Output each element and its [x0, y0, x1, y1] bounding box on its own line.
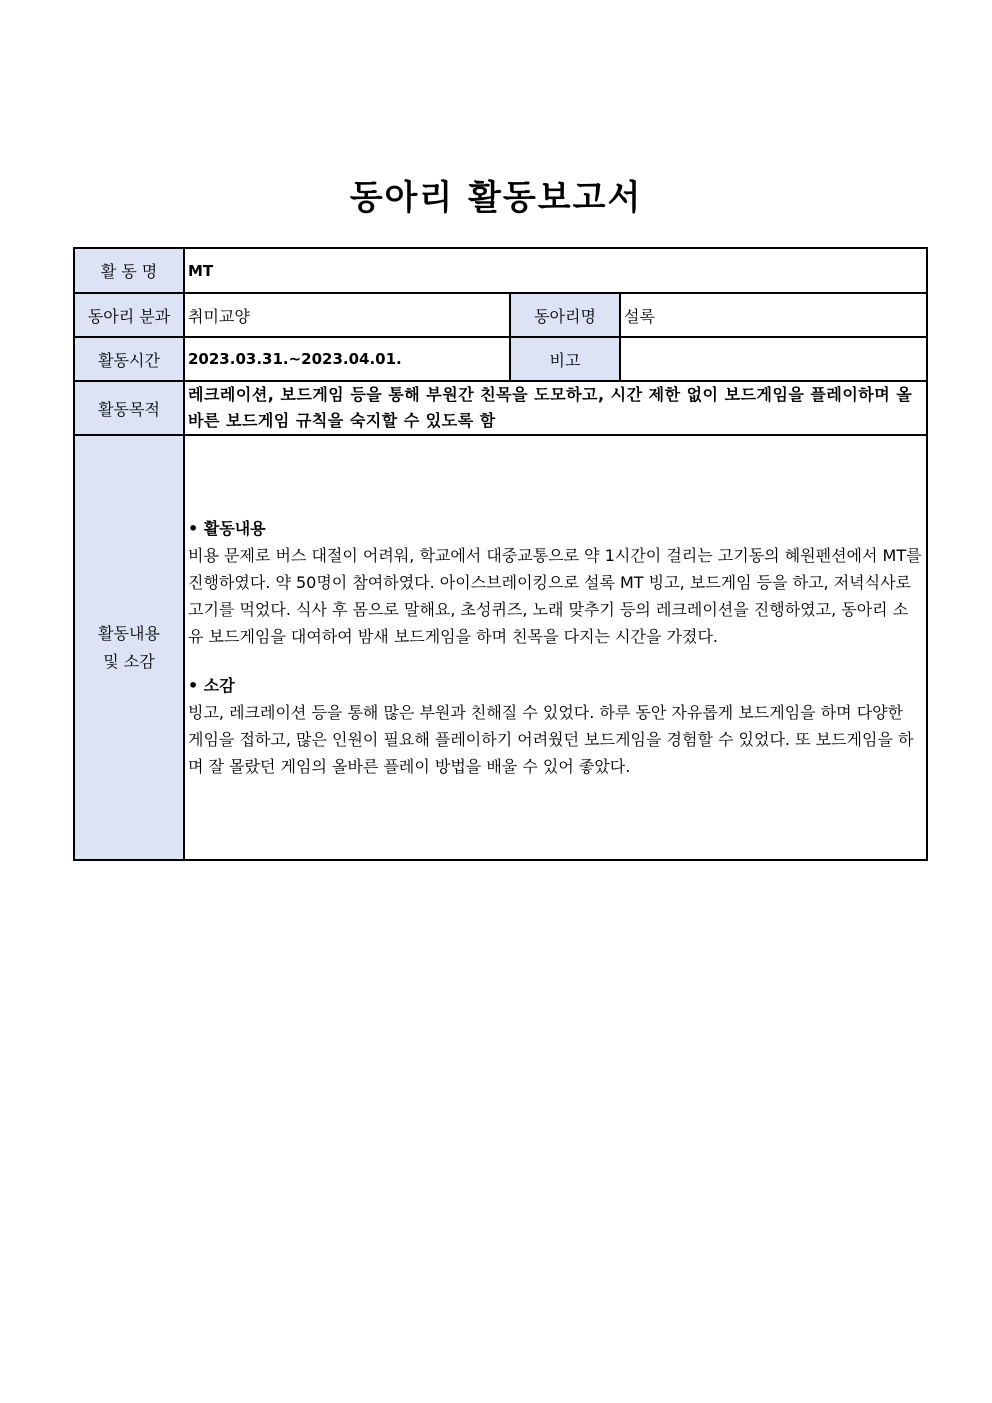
- row-club-info: [74, 293, 927, 337]
- activity-time-value: 2023.03.31.~2023.04.01.: [184, 337, 510, 381]
- content-cell: [184, 435, 927, 860]
- content-label-line1: 활동내용: [98, 623, 160, 643]
- content-label: [74, 435, 184, 860]
- row-content: [74, 435, 927, 860]
- section-heading-activity: • 활동내용: [188, 519, 266, 538]
- purpose-cell: [184, 381, 927, 435]
- activity-name-value: MT: [184, 248, 927, 293]
- club-category-label: 동아리 분과: [74, 293, 184, 337]
- club-category-value: 취미교양: [184, 293, 510, 337]
- section-text-activity: 비용 문제로 버스 대절이 어려워, 학교에서 대중교통으로 약 1시간이 걸리는 고기동의 혜원펜션에서 MT를 진행하였다. 약 50명이 참여하였다. 아이스브레이킹으로 설록 MT 빙고, 보드게임 등을 하고, 저녁식사로 고기를 먹었다. 식사 후 몸으로 말해요, 초성퀴즈, 노래 맞추기 등의 레크레이션을 진행하였고, 동아리 소유 보드게임을 대여하여 밤새 보드게임을 하며 친목을 다지는 시간을 가졌다.: [188, 546, 922, 646]
- purpose-text: 레크레이션, 보드게임 등을 통해 부원간 친목을 도모하고, 시간 제한 없이 보드게임을 플레이하며 올바른 보드게임 규칙을 숙지할 수 있도록 함: [188, 385, 913, 430]
- activity-time-label: 활동시간: [74, 337, 184, 381]
- document-title: 동아리 활동보고서: [349, 178, 643, 218]
- row-activity-time: [74, 337, 927, 381]
- report-table: [73, 247, 928, 861]
- section-heading-impression: • 소감: [188, 676, 235, 695]
- purpose-label: 활동목적: [74, 381, 184, 435]
- club-name-label: 동아리명: [510, 293, 620, 337]
- activity-name-label: 활 동 명: [74, 248, 184, 293]
- section-text-impression: 빙고, 레크레이션 등을 통해 많은 부원과 친해질 수 있었다. 하루 동안 자유롭게 보드게임을 하며 다양한 게임을 접하고, 많은 인원이 필요해 플레이하기 어려웠던 보드게임을 경험할 수 있었다. 또 보드게임을 하며 잘 몰랐던 게임의 올바른 플레이 방법을 배울 수 있어 좋았다.: [188, 703, 914, 776]
- remarks-label: 비고: [510, 337, 620, 381]
- content-label-line2: 및 소감: [103, 651, 155, 671]
- row-activity-name: [74, 248, 927, 293]
- club-name-value: 설록: [620, 293, 927, 337]
- remarks-value: [620, 337, 927, 381]
- row-purpose: [74, 381, 927, 435]
